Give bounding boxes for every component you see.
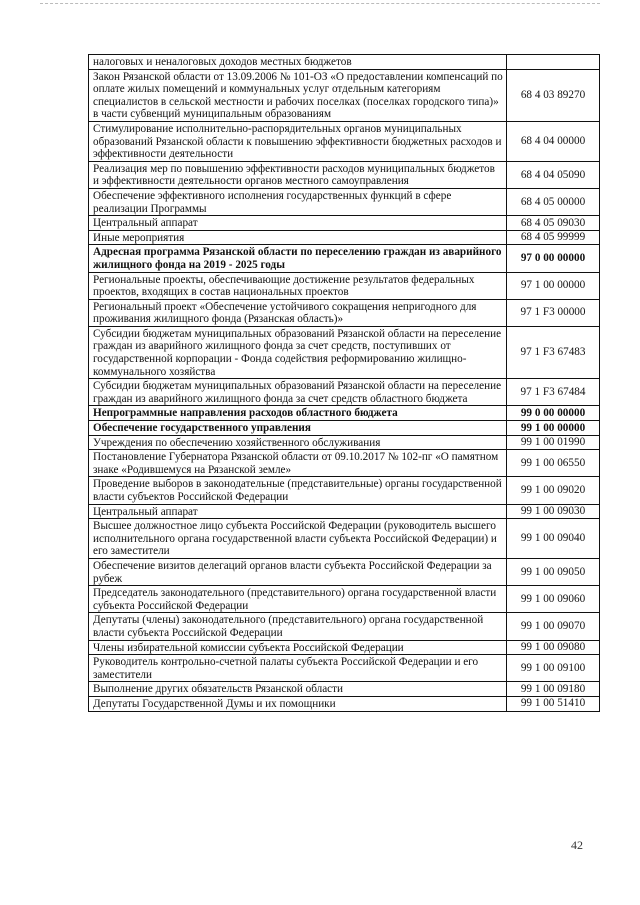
expense-name-cell: Члены избирательной комиссии субъекта Российской Федерации (89, 640, 507, 655)
expense-name-cell: Непрограммные направления расходов областного бюджета (89, 406, 507, 421)
expense-name-cell: Депутаты Государственной Думы и их помощники (89, 696, 507, 711)
target-code-cell: 99 1 00 09060 (507, 586, 600, 613)
target-code-cell: 97 0 00 00000 (507, 245, 600, 272)
expense-name-cell: Обеспечение государственного управления (89, 421, 507, 436)
table-row (89, 696, 600, 711)
target-code-cell: 99 1 00 09080 (507, 640, 600, 655)
table-row (89, 655, 600, 682)
target-code-cell: 68 4 03 89270 (507, 69, 600, 121)
target-code-cell: 99 1 00 09070 (507, 613, 600, 640)
expense-name-cell: Руководитель контрольно-счетной палаты субъекта Российской Федерации и его заместители (89, 655, 507, 682)
target-code-cell: 68 4 04 00000 (507, 121, 600, 161)
expense-name-cell: Центральный аппарат (89, 216, 507, 231)
expense-name-cell: Выполнение других обязательств Рязанской области (89, 682, 507, 697)
target-code-cell: 99 0 00 00000 (507, 406, 600, 421)
table-row (89, 230, 600, 245)
table-row (89, 558, 600, 585)
expense-name-cell: Закон Рязанской области от 13.09.2006 № 101-ОЗ «О предоставлении компенсаций по оплате жилых помещений и коммунальных услуг отдельным категориям специалистов в сельской местности и рабочих поселках (поселках городского типа)» в части субвенций муниципальным образованиям (89, 69, 507, 121)
table-row (89, 245, 600, 272)
expense-name-cell: Проведение выборов в законодательные (представительные) органы государственной власти субъектов Российской Федерации (89, 477, 507, 504)
table-row (89, 216, 600, 231)
table-row (89, 188, 600, 215)
expense-name-cell: Обеспечение визитов делегаций органов власти субъекта Российской Федерации за рубеж (89, 558, 507, 585)
table-row (89, 272, 600, 299)
expense-name-cell: Учреждения по обеспечению хозяйственного обслуживания (89, 435, 507, 450)
expense-name-cell: Адресная программа Рязанской области по переселению граждан из аварийного жилищного фонда на 2019 - 2025 годы (89, 245, 507, 272)
table-row (89, 504, 600, 519)
target-code-cell: 68 4 05 99999 (507, 230, 600, 245)
target-code-cell: 97 1 F3 67483 (507, 326, 600, 378)
expense-name-cell: налоговых и неналоговых доходов местных бюджетов (89, 55, 507, 70)
target-code-cell: 68 4 04 05090 (507, 161, 600, 188)
target-code-cell: 99 1 00 09100 (507, 655, 600, 682)
table-row (89, 477, 600, 504)
expense-name-cell: Центральный аппарат (89, 504, 507, 519)
table-row (89, 161, 600, 188)
target-code-cell: 99 1 00 51410 (507, 696, 600, 711)
expense-name-cell: Стимулирование исполнительно-распорядительных органов муниципальных образований Рязанской области к повышению эффективности бюджетных расходов и эффективности деятельности (89, 121, 507, 161)
expense-name-cell: Региональный проект «Обеспечение устойчивого сокращения непригодного для проживания жилищного фонда (Рязанская область)» (89, 299, 507, 326)
table-row (89, 586, 600, 613)
target-code-cell: 97 1 00 00000 (507, 272, 600, 299)
table-row (89, 299, 600, 326)
target-code-cell (507, 55, 600, 70)
table-row (89, 406, 600, 421)
expense-name-cell: Иные мероприятия (89, 230, 507, 245)
expense-name-cell: Обеспечение эффективного исполнения государственных функций в сфере реализации Программы (89, 188, 507, 215)
expense-name-cell: Реализация мер по повышению эффективности расходов муниципальных бюджетов и эффективности деятельности органов местного самоуправления (89, 161, 507, 188)
table-row (89, 613, 600, 640)
target-code-cell: 68 4 05 00000 (507, 188, 600, 215)
target-code-cell: 97 1 F3 00000 (507, 299, 600, 326)
target-code-cell: 99 1 00 00000 (507, 421, 600, 436)
page-number: 42 (571, 838, 583, 852)
expense-name-cell: Депутаты (члены) законодательного (представительного) органа государственной власти субъекта Российской Федерации (89, 613, 507, 640)
table-row (89, 435, 600, 450)
expense-name-cell: Региональные проекты, обеспечивающие достижение результатов федеральных проектов, входящих в состав национальных проектов (89, 272, 507, 299)
table-row (89, 55, 600, 70)
table-row (89, 682, 600, 697)
table-row (89, 121, 600, 161)
table-row (89, 640, 600, 655)
target-code-cell: 99 1 00 09180 (507, 682, 600, 697)
expense-name-cell: Высшее должностное лицо субъекта Российской Федерации (руководитель высшего исполнительного органа государственной власти субъекта Российской Федерации) и его заместители (89, 519, 507, 559)
expense-name-cell: Субсидии бюджетам муниципальных образований Рязанской области на переселение граждан из аварийного жилищного фонда за счет средств областного бюджета (89, 379, 507, 406)
expense-name-cell: Субсидии бюджетам муниципальных образований Рязанской области на переселение граждан из аварийного жилищного фонда за счет средств, поступивших от государственной корпорации - Фонда содействия реформированию жилищно-коммунального хозяйства (89, 326, 507, 378)
expense-name-cell: Постановление Губернатора Рязанской области от 09.10.2017 № 102-пг «О памятном знаке «Родившемуся на Рязанской земле» (89, 450, 507, 477)
table-row (89, 519, 600, 559)
target-code-cell: 99 1 00 09020 (507, 477, 600, 504)
table-row (89, 450, 600, 477)
target-code-cell: 99 1 00 09040 (507, 519, 600, 559)
target-code-cell: 68 4 05 09030 (507, 216, 600, 231)
budget-classification-table (88, 54, 600, 712)
target-code-cell: 99 1 00 01990 (507, 435, 600, 450)
table-row (89, 421, 600, 436)
target-code-cell: 99 1 00 06550 (507, 450, 600, 477)
target-code-cell: 99 1 00 09030 (507, 504, 600, 519)
scan-edge-line (40, 3, 600, 4)
table-row (89, 379, 600, 406)
table-row (89, 69, 600, 121)
target-code-cell: 97 1 F3 67484 (507, 379, 600, 406)
target-code-cell: 99 1 00 09050 (507, 558, 600, 585)
table-row (89, 326, 600, 378)
expense-name-cell: Председатель законодательного (представительного) органа государственной власти субъекта Российской Федерации (89, 586, 507, 613)
